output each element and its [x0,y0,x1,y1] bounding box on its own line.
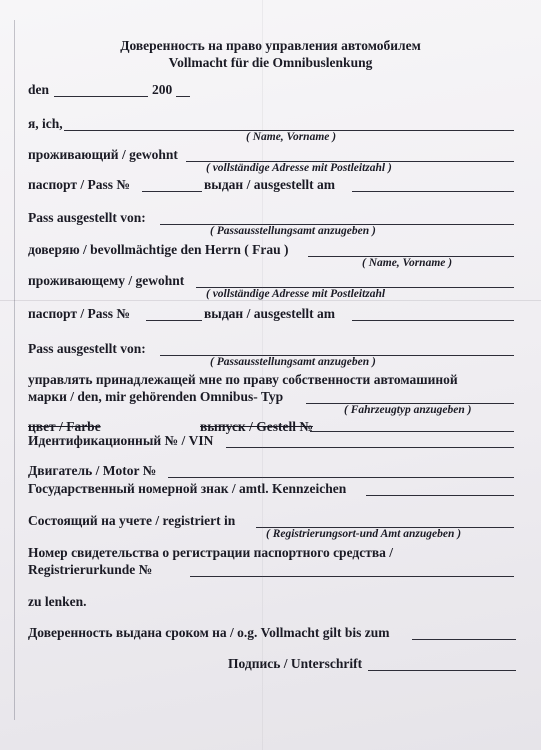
color-field[interactable] [310,431,514,432]
issued2-date-field[interactable] [352,320,514,321]
hint-name2: ( Name, Vorname ) [362,257,453,269]
chassis-strike: выпуск / Gestell № [200,419,313,434]
paper-edge-line [14,20,15,720]
passport1-number-field[interactable] [142,191,202,192]
lives2-label: проживающему / gewohnt [28,273,185,288]
engine-field[interactable] [168,477,514,478]
issued1-label: выдан / ausgestellt am [204,177,336,192]
valid-until-label: Доверенность выдана сроком на / o.g. Vollmacht gilt bis zum [28,625,390,640]
cert-number-field[interactable] [190,576,514,577]
drive-ru-label: управлять принадлежащей мне по праву собственности автомашиной [28,372,458,387]
engine-label: Двигатель / Motor № [28,463,157,478]
hint-address2: ( vollständige Adresse mit Postleitzahl [206,288,386,300]
hint-pass-office2: ( Passausstellungsamt anzugeben ) [210,356,376,368]
vin-label: Идентификационный № / VIN [28,433,214,448]
date-year: 200 [152,82,173,97]
plate-field[interactable] [366,495,514,496]
issued1-date-field[interactable] [352,191,514,192]
signature-label: Подпись / Unterschrift [228,656,363,671]
date-day-field[interactable] [54,96,148,97]
pass-issuer2-label: Pass ausgestellt von: [28,341,146,356]
cert-ru-label: Номер свидетельства о регистрации паспортного средства / [28,545,394,560]
plate-label: Государственный номерной знак / amtl. Kennzeichen [28,481,347,496]
passport2-label: паспорт / Pass № [28,306,130,321]
hint-vehicle: ( Fahrzeugtyp anzugeben ) [344,404,472,416]
ich-label: я, ich, [28,116,63,131]
issued2-label: выдан / ausgestellt am [204,306,336,321]
title-russian: Доверенность на право управления автомобилем [120,38,421,53]
cert-de-label: Registrierurkunde № [28,562,153,577]
date-row [28,82,518,100]
hint-pass-office: ( Passausstellungsamt anzugeben ) [210,225,376,237]
date-year-field[interactable] [176,96,190,97]
pass-issuer1-label: Pass ausgestellt von: [28,210,146,225]
color-strike: цвет / Farbe [28,419,101,434]
title-german: Vollmacht für die Omnibuslenkung [168,55,373,70]
lives1-label: проживающий / gewohnt [28,147,178,162]
date-label: den [28,82,50,97]
valid-until-field[interactable] [412,639,516,640]
trust-label: доверяю / bevollmächtige den Herrn ( Frau ) [28,242,289,257]
vin-field[interactable] [226,447,514,448]
drive-de-label: марки / den, mir gehörenden Omnibus- Typ [28,389,284,404]
hint-address: ( vollständige Adresse mit Postleitzahl ) [206,162,392,174]
signature-field[interactable] [368,670,516,671]
passport1-label: паспорт / Pass № [28,177,130,192]
zu-lenken: zu lenken. [28,594,87,609]
passport2-number-field[interactable] [146,320,202,321]
registered-label: Состоящий на учете / registriert in [28,513,236,528]
hint-registration: ( Registrierungsort-und Amt anzugeben ) [266,528,462,540]
hint-name: ( Name, Vorname ) [246,131,337,143]
